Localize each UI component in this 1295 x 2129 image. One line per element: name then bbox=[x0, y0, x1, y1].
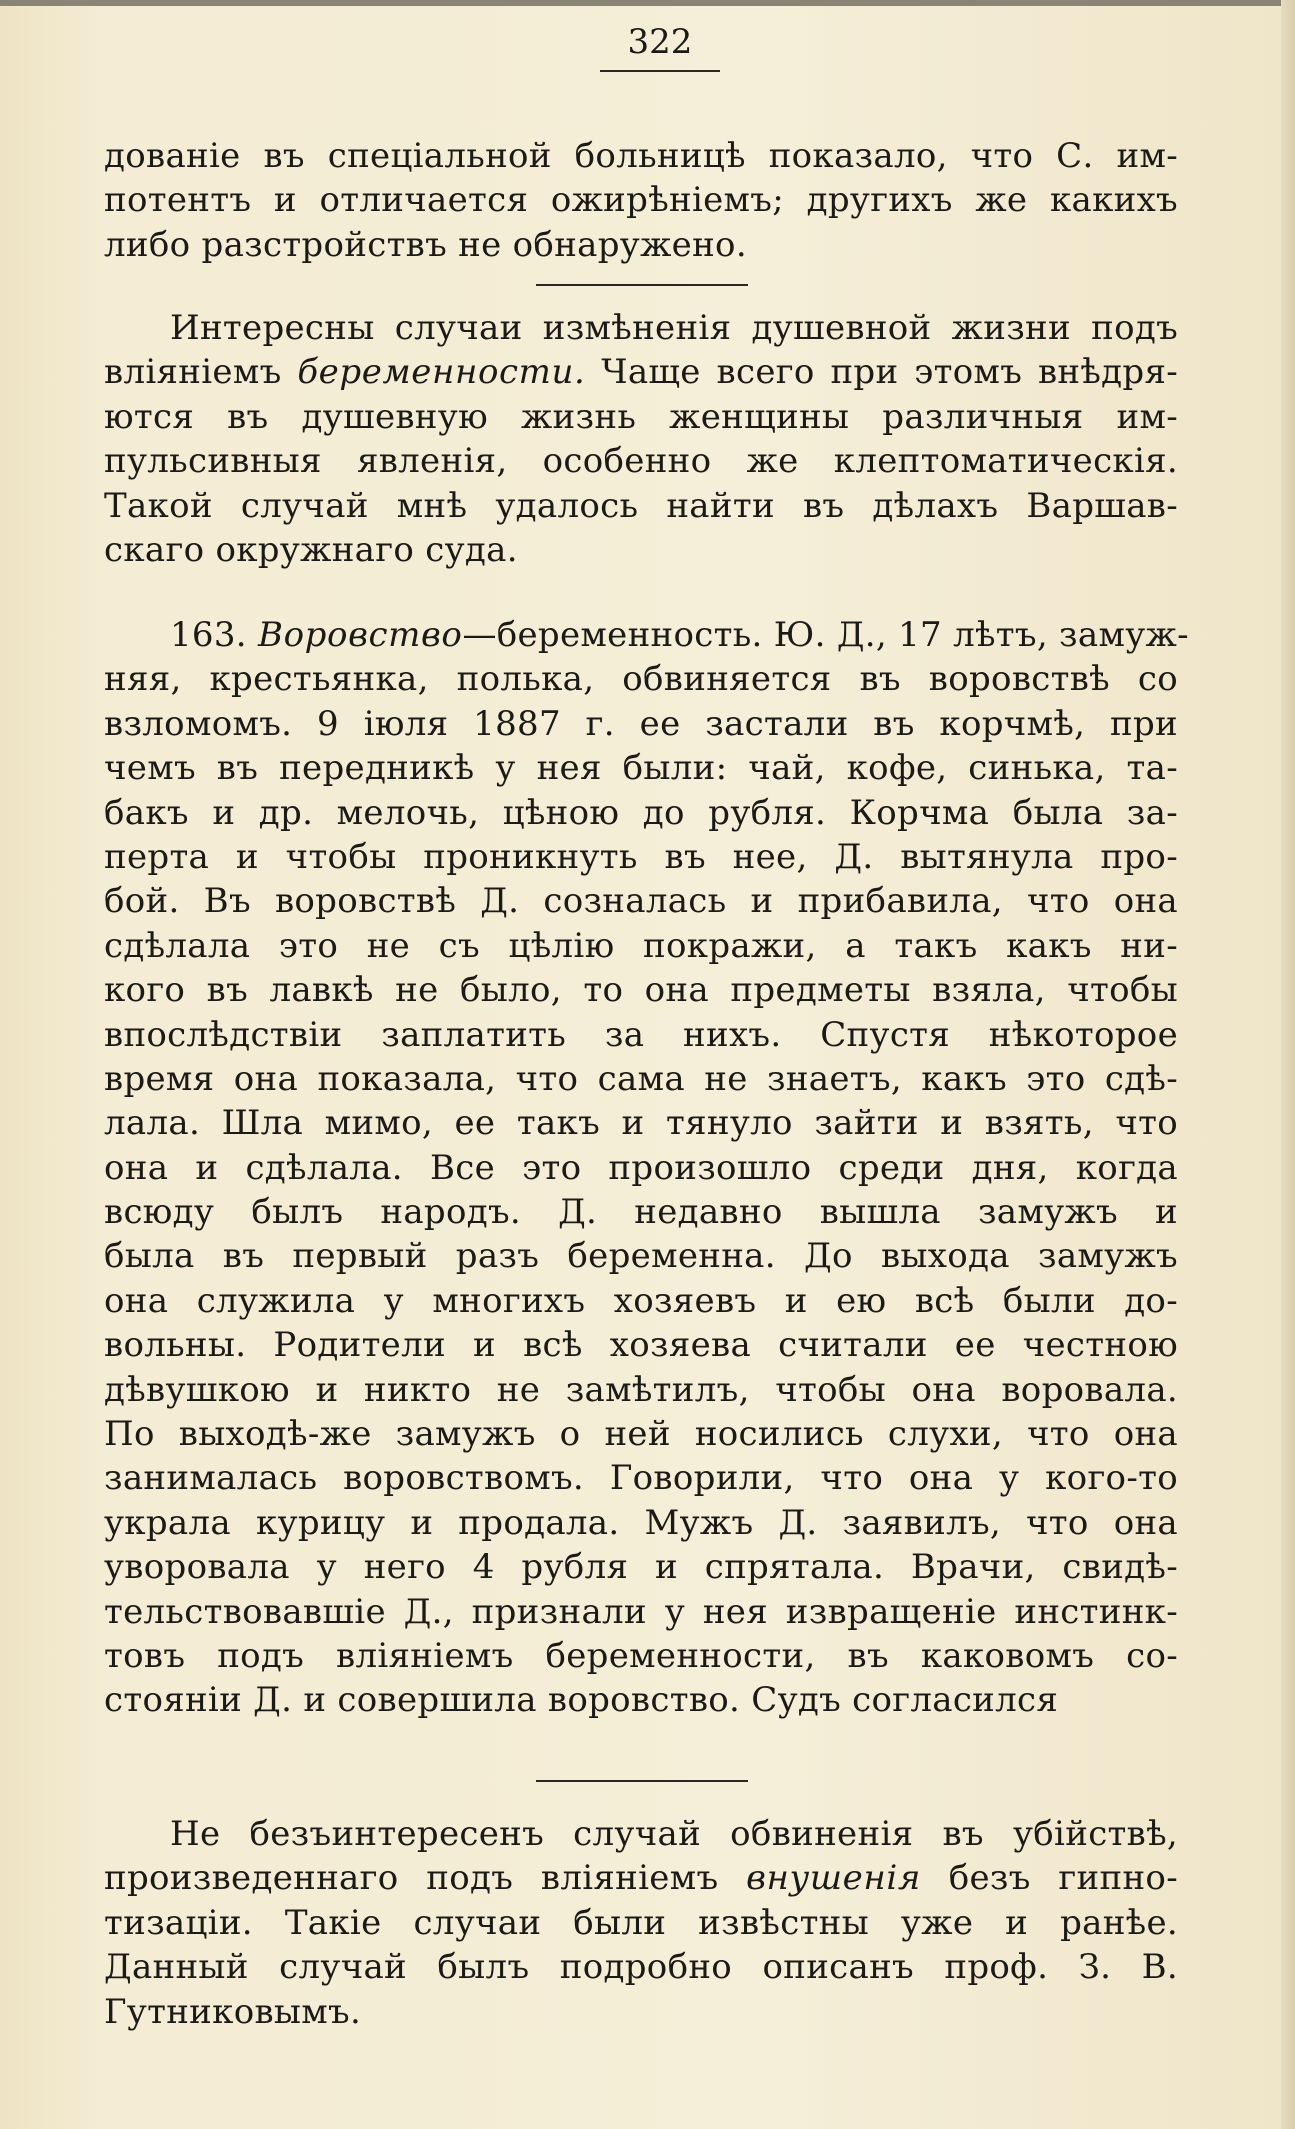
text-line: взломомъ. 9 іюля 1887 г. ее застали въ корчмѣ, при bbox=[104, 703, 1178, 744]
text-line: занималась воровствомъ. Говорили, что она у кого-то bbox=[104, 1458, 1178, 1499]
text-line: По выходѣ-же замужъ о ней носились слухи, что она bbox=[104, 1414, 1178, 1455]
text-line: Интересны случаи измѣненія душевной жизни подъ bbox=[170, 308, 1178, 348]
text-segment: —беременность. Ю. Д., 17 лѣтъ, замуж- bbox=[462, 615, 1189, 655]
text-line: Не безъинтересенъ случай обвиненія въ убійствѣ, bbox=[170, 1814, 1178, 1854]
paragraph-suggestion-case bbox=[104, 1812, 1178, 2034]
text-line: чемъ въ передникѣ у нея были: чай, кофе, синька, та- bbox=[104, 748, 1178, 789]
text-line: кого въ лавкѣ не было, то она предметы взяла, чтобы bbox=[104, 970, 1178, 1011]
paragraph-pregnancy-intro bbox=[104, 306, 1178, 572]
text-line: дѣвушкою и никто не замѣтилъ, чтобы она воровала. bbox=[104, 1369, 1178, 1410]
text-line: бакъ и др. мелочь, цѣною до рубля. Корчма была за- bbox=[104, 792, 1178, 833]
text-line: потентъ и отличается ожирѣніемъ; другихъ же какихъ bbox=[104, 180, 1178, 221]
text-line: стояніи Д. и совершила воровство. Судъ согласился bbox=[104, 1680, 1059, 1721]
paragraph-continuation bbox=[104, 134, 1178, 267]
text-line: ются въ душевную жизнь женщины различныя им- bbox=[104, 396, 1178, 437]
page-top-edge bbox=[0, 0, 1295, 6]
text-line: всюду былъ народъ. Д. недавно вышла замужъ и bbox=[104, 1192, 1178, 1233]
text-line: время она показала, что сама не знаетъ, какъ это сдѣ- bbox=[104, 1058, 1178, 1099]
text-line bbox=[104, 350, 1178, 394]
text-line: скаго окружнаго суда. bbox=[104, 529, 518, 570]
text-line: дованіе въ спеціальной больницѣ показало, что С. им- bbox=[104, 136, 1178, 176]
header-rule bbox=[600, 70, 720, 72]
text-line bbox=[104, 613, 1189, 657]
text-line: товъ подъ вліяніемъ беременности, въ каковомъ со- bbox=[104, 1635, 1178, 1676]
case-number: 163. bbox=[170, 615, 259, 655]
text-segment: произведеннаго подъ вліяніемъ bbox=[104, 1858, 747, 1899]
section-divider bbox=[536, 1780, 748, 1782]
text-line: она служила у многихъ хозяевъ и ею всѣ были до- bbox=[104, 1280, 1178, 1321]
text-line: Данный случай былъ подробно описанъ проф. З. В. bbox=[104, 1947, 1178, 1988]
text-line: была въ первый разъ беременна. До выхода замужъ bbox=[104, 1236, 1178, 1277]
text-segment: Чаще всего при этомъ внѣдря- bbox=[585, 352, 1178, 393]
text-segment: безъ гипно- bbox=[920, 1858, 1178, 1899]
text-line: Гутниковымъ. bbox=[104, 1991, 362, 2032]
text-line: впослѣдствіи заплатить за нихъ. Спустя нѣкоторое bbox=[104, 1014, 1178, 1055]
emphasis-term: внушенія bbox=[746, 1858, 921, 1899]
text-line: пульсивныя явленія, особенно же клептоматическія. bbox=[104, 441, 1178, 482]
text-line: либо разстройствъ не обнаружено. bbox=[104, 224, 747, 265]
text-line: уворовала у него 4 рубля и спрятала. Врачи, свидѣ- bbox=[104, 1547, 1178, 1588]
page-right-edge bbox=[1281, 0, 1295, 2129]
text-line: тизаціи. Такіе случаи были извѣстны уже и ранѣе. bbox=[104, 1902, 1178, 1943]
text-line: перта и чтобы проникнуть въ нее, Д. вытянула про- bbox=[104, 836, 1178, 877]
text-line: бой. Въ воровствѣ Д. созналась и прибавила, что она bbox=[104, 881, 1178, 922]
text-segment: вліяніемъ bbox=[104, 352, 298, 393]
text-line: няя, крестьянка, полька, обвиняется въ воровствѣ со bbox=[104, 659, 1178, 700]
section-divider bbox=[536, 284, 748, 286]
text-line: Такой случай мнѣ удалось найти въ дѣлахъ Варшав- bbox=[104, 485, 1178, 526]
text-line: вольны. Родители и всѣ хозяева считали ее честною bbox=[104, 1325, 1178, 1366]
paragraph-case-163 bbox=[104, 613, 1189, 1723]
text-line: лала. Шла мимо, ее такъ и тянуло зайти и взять, что bbox=[104, 1103, 1178, 1144]
text-line: она и сдѣлала. Все это произошло среди дня, когда bbox=[104, 1147, 1178, 1188]
emphasis-term: Воровство bbox=[258, 615, 463, 655]
page-number: 322 bbox=[627, 22, 693, 62]
emphasis-term: беременности. bbox=[297, 352, 586, 393]
text-line: сдѣлала это не съ цѣлію покражи, а такъ какъ ни- bbox=[104, 925, 1178, 966]
text-line bbox=[104, 1856, 1178, 1900]
text-line: тельствовавшіе Д., признали у нея извращеніе инстинк- bbox=[104, 1591, 1178, 1632]
text-line: украла курицу и продала. Мужъ Д. заявилъ, что она bbox=[104, 1502, 1178, 1543]
